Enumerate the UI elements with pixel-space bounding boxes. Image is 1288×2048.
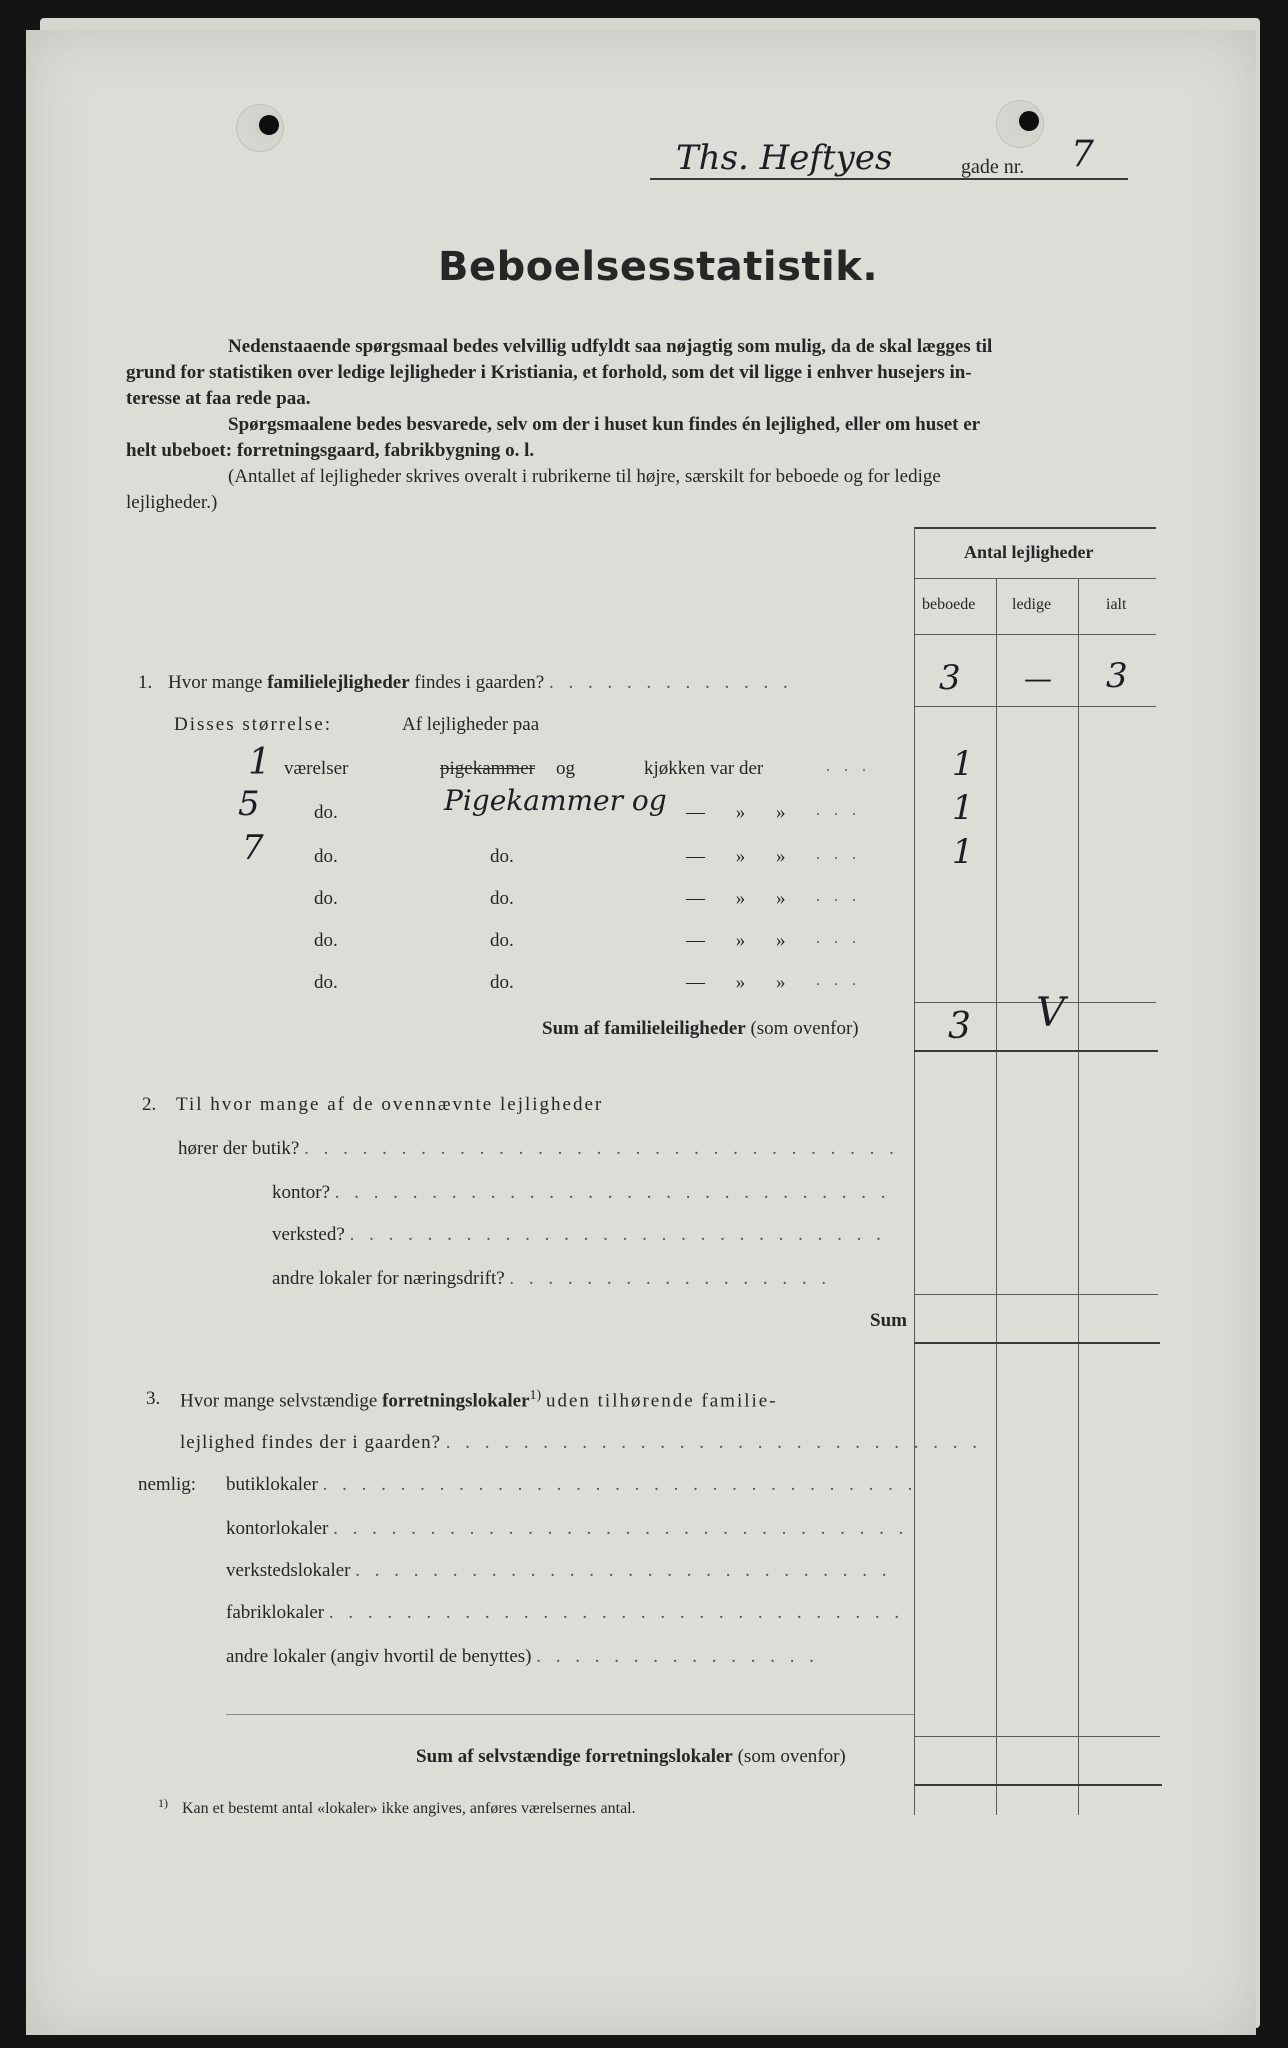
rooms-label: do. (314, 930, 338, 951)
q2-sum-bottom-rule (914, 1342, 1160, 1344)
ditto-marks: — » » (686, 972, 786, 993)
house-number-handwritten: 7 (1071, 134, 1094, 175)
q1-answer-ledige: — (1024, 662, 1052, 695)
q3-sum-post: (som ovenfor) (737, 1746, 846, 1767)
q3-item-label: kontorlokaler (226, 1518, 329, 1539)
q2-item-butik (178, 1138, 899, 1160)
q2-item-label: verksted? (272, 1224, 345, 1245)
q1-text-post: findes i gaarden? (414, 672, 545, 693)
intro-line-6: (Antallet af lejligheder skrives overalt i rubrikerne til højre, særskilt for beboede og for ledige (228, 466, 941, 487)
rooms-label: do. (314, 972, 338, 993)
intro-line-4: Spørgsmaalene bedes besvarede, selv om der i huset kun findes én lejlighed, eller om huset er (228, 414, 981, 435)
street-name-handwritten: Ths. Heftyes (676, 138, 893, 178)
q3-number: 3. (146, 1388, 161, 1409)
ditto-marks: — » » (686, 888, 786, 909)
q3-sum-bold: Sum af selvstændige forretningslokaler (416, 1746, 733, 1767)
q3-item-fabrik (226, 1602, 904, 1624)
q2-item-label: andre lokaler for næringsdrift? (272, 1268, 505, 1289)
leader-dots: . . . (816, 802, 861, 819)
pigekammer-struck: pigekammer (440, 758, 535, 779)
leader-dots: . . . (826, 758, 871, 775)
form-sheet (26, 30, 1256, 2035)
q3-text-post: uden tilhørende familie- (545, 1390, 778, 1412)
leader-dots: . . . (816, 888, 861, 905)
table-col-divider-2 (1078, 578, 1079, 1815)
punch-hole-right (996, 100, 1044, 148)
q2-item-kontor (272, 1182, 891, 1204)
leader-dots: . . . . . . . . . . . . . . . . . . . . . . . . . . . . (445, 1432, 983, 1453)
q2-item-label: hører der butik? (178, 1138, 300, 1159)
page-title: Beboelsesstatistik. (438, 244, 879, 290)
pigekammer-label: do. (490, 930, 514, 951)
leader-dots: . . . . . . . . . . . . . . . (536, 1646, 819, 1667)
q1-sum-label (542, 1018, 859, 1040)
q1-sum-ledige-checkmark: V (1036, 990, 1065, 1036)
leader-dots: . . . . . . . . . . . . . . . . . . . . . . . . . . . . . . . (322, 1474, 918, 1495)
punch-hole-left (236, 104, 284, 152)
pigekammer-handwritten: Pigekammer og (444, 784, 667, 817)
ditto-marks: — » » (686, 802, 786, 823)
q3-line-2-text: lejlighed findes der i gaarden? (180, 1432, 442, 1453)
intro-line-5: helt ubeboet: forretningsgaard, fabrikbygning o. l. (126, 440, 535, 461)
q1-answer-ialt: 3 (1106, 656, 1128, 696)
table-col-divider-1 (996, 578, 997, 1815)
q2-item-label: kontor? (272, 1182, 331, 1203)
street-suffix-label: gade nr. (961, 156, 1025, 178)
q1-number: 1. (138, 672, 153, 693)
row-value-handwritten: 1 (952, 788, 974, 828)
q3-item-verksted (226, 1560, 892, 1582)
q3-text-bold: forretningslokaler (382, 1390, 530, 1412)
rooms-label: do. (314, 888, 338, 909)
intro-line-7: lejligheder.) (126, 492, 218, 513)
leader-dots: . . . (816, 930, 861, 947)
q3-item-kontor (226, 1518, 908, 1540)
q3-text-pre: Hvor mange selvstændige (180, 1390, 378, 1412)
footnote (158, 1796, 636, 1818)
q3-item-andre (226, 1646, 819, 1668)
q1-sum-bold: Sum af familieleiligheder (542, 1018, 746, 1039)
row-value-handwritten: 1 (952, 832, 974, 872)
footnote-mark: 1) (158, 1796, 168, 1810)
street-underline (650, 178, 1128, 180)
table-group-header: Antal lejligheder (964, 542, 1094, 562)
table-top-rule (914, 527, 1156, 529)
leader-dots: . . . . . . . . . . . . . . . . . . . . . . . . . . . . . . (328, 1602, 905, 1623)
rooms-handwritten: 5 (238, 784, 260, 824)
q1-sum-bottom-rule (914, 1050, 1158, 1052)
rooms-handwritten: 1 (248, 742, 271, 783)
q1-sizes-label: Disses størrelse: (174, 714, 333, 735)
q3-footnote-ref: 1) (529, 1388, 542, 1403)
q2-item-andre (272, 1268, 831, 1290)
leader-dots: . . . (816, 972, 861, 989)
ditto-marks: — » » (686, 930, 786, 951)
kjokken-label: kjøkken var der (644, 758, 764, 779)
rooms-label: do. (314, 802, 338, 823)
q1-question (168, 672, 793, 694)
q3-item-label: verkstedslokaler (226, 1560, 351, 1581)
col-header-beboede: beboede (922, 596, 976, 613)
leader-dots: . . . . . . . . . . . . . . . . . . . . . . . . . . . . (349, 1224, 886, 1245)
q2-sum-top-rule (914, 1294, 1158, 1295)
intro-line-3: teresse at faa rede paa. (126, 388, 311, 409)
leader-dots: . . . . . . . . . . . . . . . . . . . . . . . . . . . . . (334, 1182, 891, 1203)
col-header-rule (914, 634, 1156, 635)
rooms-label: do. (314, 846, 338, 867)
q1-sum-post: (som ovenfor) (750, 1018, 859, 1039)
q3-sum-bottom-rule (914, 1784, 1162, 1786)
pigekammer-label: do. (490, 888, 514, 909)
q1-text-bold: familielejligheder (267, 672, 410, 693)
rooms-label: værelser (284, 758, 349, 779)
leader-dots: . . . . . . . . . . . . . . . . . . . . . . . . . . . . . . (333, 1518, 909, 1539)
pigekammer-label: do. (490, 972, 514, 993)
q3-item-label: fabriklokaler (226, 1602, 325, 1623)
q3-item-butik (226, 1474, 917, 1496)
q2-item-verksted (272, 1224, 886, 1246)
intro-line-1: Nedenstaaende spørgsmaal bedes velvillig udfyldt saa nøjagtig som mulig, da de skal lægges til (228, 336, 993, 357)
q1-text-pre: Hvor mange (168, 672, 263, 693)
col-header-ledige: ledige (1012, 596, 1052, 613)
leader-dots: . . . . . . . . . . . . . . . . . . . . . . . . . . . . (355, 1560, 892, 1581)
q3-separator-rule (226, 1714, 914, 1715)
q1-sum-beboede-handwritten: 3 (948, 1006, 971, 1047)
ditto-marks: — » » (686, 846, 786, 867)
leader-dots: . . . . . . . . . . . . . . . . . . . . . . . . . . . . . . . (304, 1138, 899, 1159)
q1-answer-rule (914, 706, 1156, 707)
pigekammer-label: do. (490, 846, 514, 867)
q3-sum-top-rule (914, 1736, 1160, 1737)
q3-line-2 (180, 1432, 982, 1454)
q1-sum-top-rule (914, 1002, 1156, 1003)
q2-question: Til hvor mange af de ovennævnte lejligheder (176, 1094, 604, 1115)
leader-dots: . . . . . . . . . . . . . . . . . (509, 1268, 832, 1289)
q3-item-label: butiklokaler (226, 1474, 318, 1495)
col-header-ialt: ialt (1106, 596, 1127, 613)
q3-sum-label (416, 1746, 846, 1768)
q3-item-label: andre lokaler (angiv hvortil de benyttes) (226, 1646, 532, 1667)
intro-line-2: grund for statistiken over ledige lejligheder i Kristiania, et forhold, som det vil ligge i enhver husejers in- (126, 362, 972, 383)
q1-answer-beboede: 3 (939, 658, 961, 698)
q2-sum-label: Sum (870, 1310, 907, 1331)
q3-nemlig: nemlig: (138, 1474, 197, 1495)
row-value-handwritten: 1 (952, 744, 974, 784)
q3-question (180, 1388, 778, 1412)
table-left-border (914, 527, 915, 1815)
table-subheader-rule (914, 578, 1156, 579)
q1-sizes-sub: Af lejligheder paa (402, 714, 540, 735)
rooms-handwritten: 7 (242, 828, 264, 868)
og-label: og (556, 758, 575, 779)
leader-dots: . . . . . . . . . . . . . (548, 672, 793, 693)
leader-dots: . . . (816, 846, 861, 863)
footnote-text: Kan et bestemt antal «lokaler» ikke angives, anføres værelsernes antal. (182, 1800, 636, 1818)
q2-number: 2. (142, 1094, 157, 1115)
